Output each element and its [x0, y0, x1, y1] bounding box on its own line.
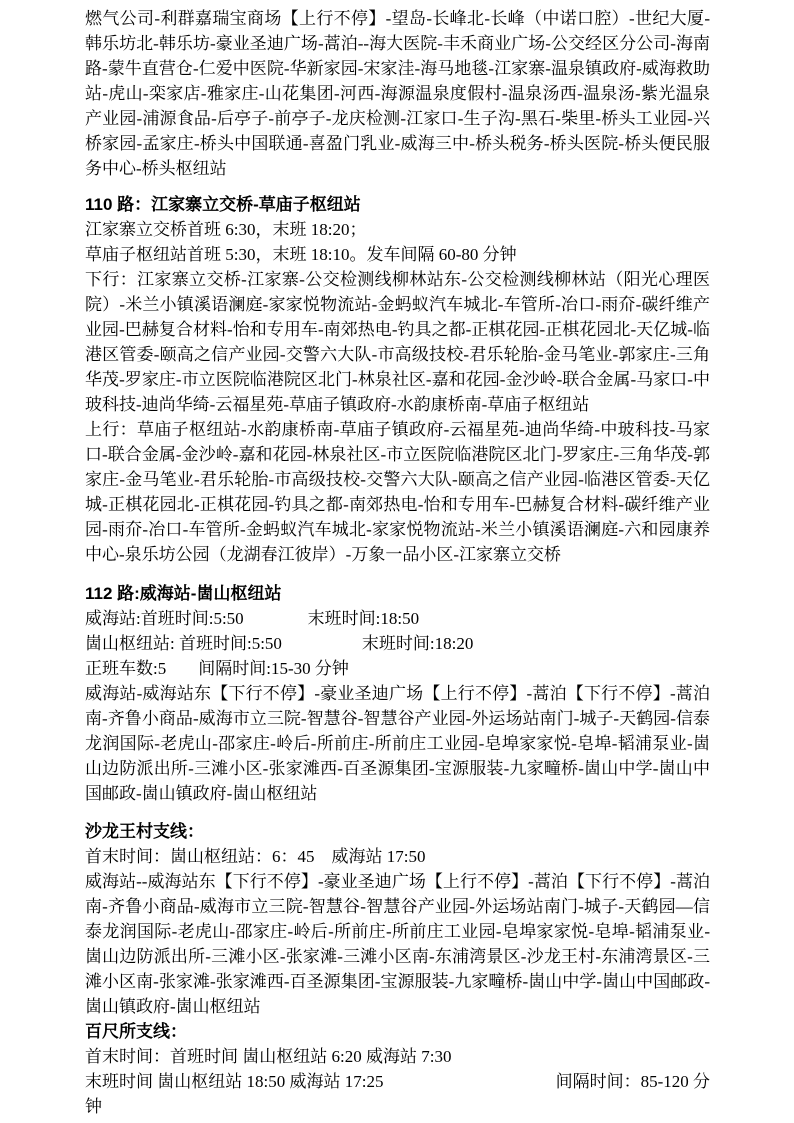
baichi-branch-first-times: 首末时间：首班时间 崮山枢纽站 6:20 威海站 7:30 — [85, 1047, 452, 1066]
continued-route-stops-paragraph: 燃气公司-利群嘉瑞宝商场【上行不停】-望岛-长峰北-长峰（中诺口腔）-世纪大厦-韩乐坊北-韩乐坊-豪业圣迪广场-蒿泊--海大医院-丰禾商业广场-公交经区分公司-海南路-蒙牛直营仓-仁爱中医院-华新家园-宋家洼-海马地毯-江家寨-温泉镇政府-威海救助站-虎山-栾家店-雅家庄-山花集团-河西-海源温泉度假村-温泉汤西-温泉汤-紫光温泉产业园-浦源食品-后亭子-前亭子-龙庆检测-江家口-生子沟-黑石-柴里-桥头工业园-兴桥家园-孟家庄-桥头中国联通-喜盈门乳业-威海三中-桥头税务-桥头医院-桥头便民服务中心-桥头枢纽站 — [85, 9, 710, 178]
baichi-branch-heading: 百尺所支线： — [85, 1022, 187, 1041]
route-112-gushan-first-time: 崮山枢纽站: 首班时间:5:50 — [85, 634, 282, 653]
baichi-branch-interval-wrap: 钟 — [85, 1097, 102, 1116]
route-112-interval: 间隔时间:15-30 分钟 — [198, 659, 349, 678]
shalong-branch-heading: 沙龙王村支线： — [85, 822, 204, 841]
route-112-weihai-last-time: 末班时间:18:50 — [307, 609, 420, 628]
route-110-schedule-line-1: 江家寨立交桥首班 6:30，末班 18:20； — [85, 220, 367, 239]
route-112-frequency-row — [85, 656, 710, 681]
route-110-down-stops-paragraph: 下行：江家寨立交桥-江家寨-公交检测线柳林站东-公交检测线柳林站（阳光心理医院）-米兰小镇溪语澜庭-家家悦物流站-金蚂蚁汽车城北-车管所-冶口-雨夼-碳纤维产业园-巴赫复合材料-怡和专用车-南郊热电-钓具之都-正棋花园-正棋花园北-天亿城-临港区管委-颐高之信产业园-交警六大队-市高级技校-君乐轮胎-金马笔业-郭家庄-三角华茂-罗家庄-市立医院临港院区北门-林泉社区-嘉和花园-金沙岭-联合金属-马家口-中玻科技-迪尚华绮-云福星苑-草庙子镇政府-水韵康桥南-草庙子枢纽站 — [85, 270, 710, 414]
baichi-branch-last-times: 末班时间 崮山枢纽站 18:50 威海站 17:25 — [85, 1072, 384, 1091]
route-112-heading: 112 路:威海站-崮山枢纽站 — [85, 584, 282, 603]
route-112-bus-count: 正班车数:5 — [85, 659, 167, 678]
route-112-weihai-times-row — [85, 606, 710, 631]
route-112-gushan-times-row — [85, 631, 710, 656]
route-110-schedule-line-2: 草庙子枢纽站首班 5:30，末班 18:10。发车间隔 60-80 分钟 — [85, 245, 517, 264]
route-112-gushan-last-time: 末班时间:18:20 — [361, 634, 474, 653]
baichi-branch-last-times-row — [85, 1069, 710, 1094]
route-110-up-stops-paragraph: 上行：草庙子枢纽站-水韵康桥南-草庙子镇政府-云福星苑-迪尚华绮-中玻科技-马家口-联合金属-金沙岭-嘉和花园-林泉社区-市立医院临港院区北门-罗家庄-三角华茂-郭家庄-金马笔业-君乐轮胎-市高级技校-交警六大队-颐高之信产业园-临港区管委-天亿城-正棋花园北-正棋花园-钓具之都-南郊热电-怡和专用车-巴赫复合材料-碳纤维产业园-雨夼-冶口-车管所-金蚂蚁汽车城北-家家悦物流站-米兰小镇溪语澜庭-六和园康养中心-泉乐坊公园（龙湖春江彼岸）-万象一品小区-江家寨立交桥 — [85, 420, 710, 564]
route-112-weihai-first-time: 威海站:首班时间:5:50 — [85, 609, 244, 628]
baichi-branch-interval: 间隔时间：85-120 分 — [555, 1072, 710, 1091]
shalong-branch-stops-paragraph: 威海站--威海站东【下行不停】-豪业圣迪广场【上行不停】-蒿泊【下行不停】-蒿泊南-齐鲁小商品-威海市立三院-智慧谷-智慧谷产业园-外运场站南门-城子-天鹤园—信泰龙润国际-老虎山-邵家庄-岭后-所前庄-所前庄工业园-皂埠家家悦-皂埠-韬浦泵业-崮山边防派出所-三滩小区-张家滩-三滩小区南-东浦湾景区-沙龙王村-东浦湾景区-三滩小区南-张家滩-张家滩西-百圣源集团-宝源服装-九家疃桥-崮山中学-崮山中国邮政-崮山镇政府-崮山枢纽站 — [85, 872, 710, 1016]
shalong-branch-times: 首末时间：崮山枢纽站：6：45 威海站 17:50 — [85, 847, 426, 866]
route-110-heading: 110 路：江家寨立交桥-草庙子枢纽站 — [85, 195, 361, 214]
route-112-stops-paragraph: 威海站-威海站东【下行不停】-豪业圣迪广场【上行不停】-蒿泊【下行不停】-蒿泊南-齐鲁小商品-威海市立三院-智慧谷-智慧谷产业园-外运场站南门-城子-天鹤园-信泰龙润国际-老虎山-邵家庄-岭后-所前庄-所前庄工业园-皂埠家家悦-皂埠-韬浦泵业-崮山边防派出所-三滩小区-张家滩西-百圣源集团-宝源服装-九家疃桥-崮山中学-崮山中国邮政-崮山镇政府-崮山枢纽站 — [85, 684, 710, 803]
